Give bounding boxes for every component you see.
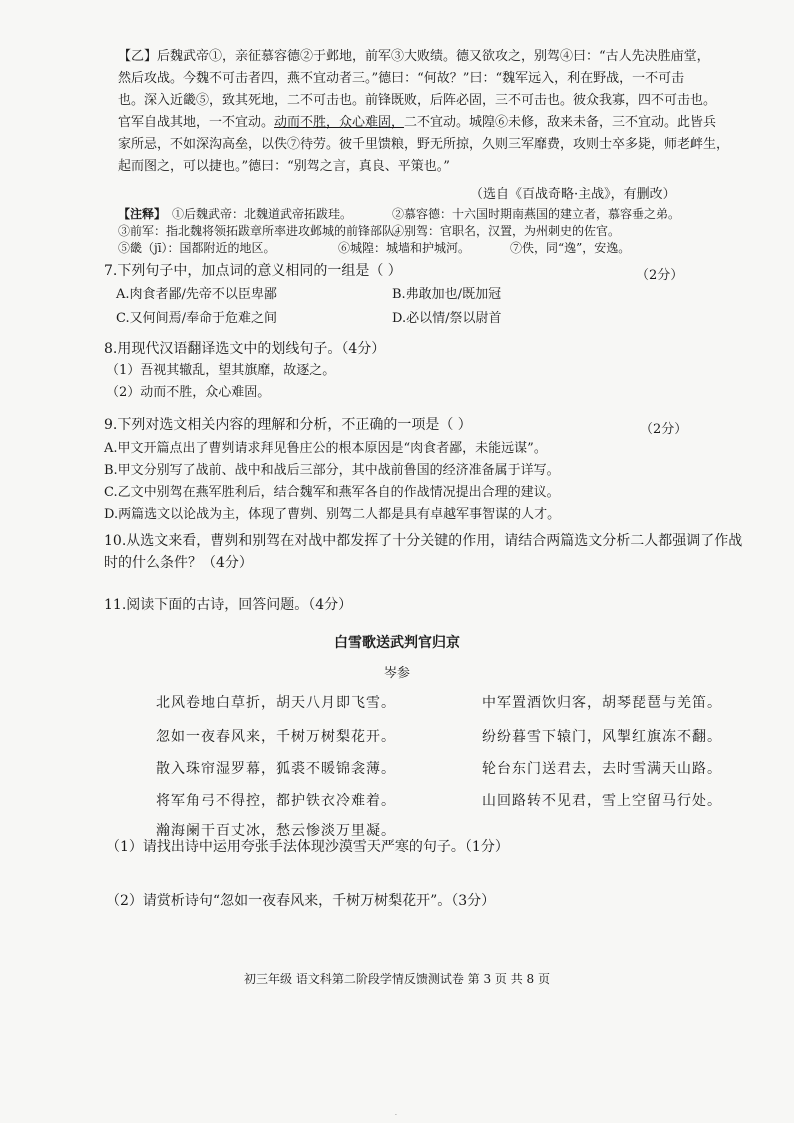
q11-stem: 11.阅读下面的古诗，回答问题。（4分） xyxy=(104,597,353,613)
q8-stem: 8.用现代汉语翻译选文中的划线句子。（4分） xyxy=(104,341,386,357)
q7-option-c: C.又何间焉/奉命于危难之间 xyxy=(116,311,277,326)
q8-sentence-2: （2）动而不胜，众心难固。 xyxy=(106,385,271,400)
poem-line-left-1: 北风卷地白草折，胡天八月即飞雪。 xyxy=(156,695,396,711)
q11-sub-1: （1）请找出诗中运用夸张手法体现沙漠雪天严寒的句子。（1分） xyxy=(106,839,509,855)
passage-b-line-4 xyxy=(118,114,716,132)
underlined-sentence: 动而不胜，众心难固， xyxy=(274,115,405,130)
poem-line-right-3: 轮台东门送君去，去时雪满天山路。 xyxy=(482,761,722,777)
poem-line-right-4: 山回路转不见君，雪上空留马行处。 xyxy=(482,793,722,809)
poem-line-left-5: 瀚海阑干百丈冰，愁云惨淡万里凝。 xyxy=(156,823,396,839)
poem-title: 白雪歌送武判官归京 xyxy=(334,635,460,651)
poem-line-right-1: 中军置酒饮归客，胡琴琵琶与羌笛。 xyxy=(482,695,722,711)
q11-sub-2: （2）请赏析诗句“忽如一夜春风来，千树万树梨花开”。（3分） xyxy=(106,893,496,909)
q8-sentence-1: （1）吾视其辙乱，望其旗靡，故逐之。 xyxy=(106,363,336,378)
q7-option-b: B.弗敢加也/既加冠 xyxy=(392,287,502,302)
q7-option-d: D.必以情/祭以尉首 xyxy=(392,311,502,326)
q9-score: （2分） xyxy=(640,422,688,437)
poem-line-left-4: 将军角弓不得控，都护铁衣冷难着。 xyxy=(156,793,396,809)
q9-option-b: B.甲文分别写了战前、战中和战后三部分，其中战前鲁国的经济准备属于详写。 xyxy=(104,463,560,478)
passage-b-source: （选自《百战奇略·主战》，有删改） xyxy=(470,187,676,202)
q7-option-a: A.肉食者鄙/先帝不以臣卑鄙 xyxy=(116,287,277,302)
passage-b-line-4-start: 官军自战其地，一不宜动。 xyxy=(118,115,275,130)
poem-line-left-2: 忽如一夜春风来，千树万树梨花开。 xyxy=(156,729,396,745)
notes-label: 【注释】 xyxy=(118,207,167,221)
note-7: ⑦佚，同“逸”，安逸。 xyxy=(510,241,631,255)
note-3: ③前军：指北魏将领拓跋章所率进攻邺城的前锋部队。 xyxy=(118,224,407,238)
passage-b-line-6: 起而图之，可以捷也。”德曰：“别驾之言，真良、平策也。” xyxy=(118,159,450,174)
q9-stem: 9.下列对选文相关内容的理解和分析，不正确的一项是（ ） xyxy=(104,417,472,433)
page-footer: 初三年级 语文科第二阶段学情反馈测试卷 第 3 页 共 8 页 xyxy=(244,972,550,986)
passage-b-line-3: 也。深入近畿⑤，致其死地，二不可击也。前锋既败，后阵必固，三不可击也。彼众我寡，四不可击也。 xyxy=(118,93,717,108)
q9-option-d: D.两篇选文以论战为主，体现了曹刿、别驾二人都是具有卓越军事智谋的人才。 xyxy=(104,507,561,522)
scan-dot: · xyxy=(395,1112,397,1119)
q9-option-c: C.乙文中别驾在燕军胜利后，结合魏军和燕军各自的作战情况提出合理的建议。 xyxy=(104,485,560,500)
passage-b-line-2: 然后攻战。今魏不可击者四，燕不宜动者三。”德曰：“何故？”曰：“魏军远入，利在野战，一不可击 xyxy=(118,71,685,86)
note-4: ④别驾：官职名，汉置，为州刺史的佐官。 xyxy=(392,224,621,238)
poem-line-left-3: 散入珠帘湿罗幕，狐裘不暖锦衾薄。 xyxy=(156,761,396,777)
q7-stem: 7.下列句子中，加点词的意义相同的一组是（ ） xyxy=(104,263,402,279)
passage-b-line-4-end: 二不宜动。城隍⑥未修，敌来未备，三不宜动。此皆兵 xyxy=(404,115,717,130)
q10-stem-line-1: 10.从选文来看，曹刿和别驾在对战中都发挥了十分关键的作用，请结合两篇选文分析二人都强调了作战 xyxy=(104,533,743,549)
note-2: ②慕容德：十六国时期南燕国的建立者，慕容垂之弟。 xyxy=(392,207,681,221)
poem-line-right-2: 纷纷暮雪下辕门，风掣红旗冻不翻。 xyxy=(482,729,722,745)
note-5: ⑤畿（jī）：国都附近的地区。 xyxy=(118,241,276,255)
note-6: ⑥城隍：城墙和护城河。 xyxy=(338,241,471,255)
q9-option-a: A.甲文开篇点出了曹刿请求拜见鲁庄公的根本原因是“肉食者鄙，未能远谋”。 xyxy=(104,441,547,456)
passage-b-line-1: 【乙】后魏武帝①，亲征慕容德②于邺地，前军③大败绩。德又欲攻之，别驾④曰：“古人先决胜庙堂， xyxy=(118,49,710,64)
note-1: ①后魏武帝：北魏道武帝拓跋珪。 xyxy=(172,207,353,221)
q10-stem-line-2: 时的什么条件？（4分） xyxy=(104,555,253,571)
q7-score: （2分） xyxy=(636,268,684,283)
passage-b-line-5: 家所忌，不如深沟高垒，以佚⑦待劳。彼千里馈粮，野无所掠，久则三军靡费，攻则士卒多毙，师老衅生， xyxy=(118,137,730,152)
poem-author: 岑参 xyxy=(383,666,410,681)
